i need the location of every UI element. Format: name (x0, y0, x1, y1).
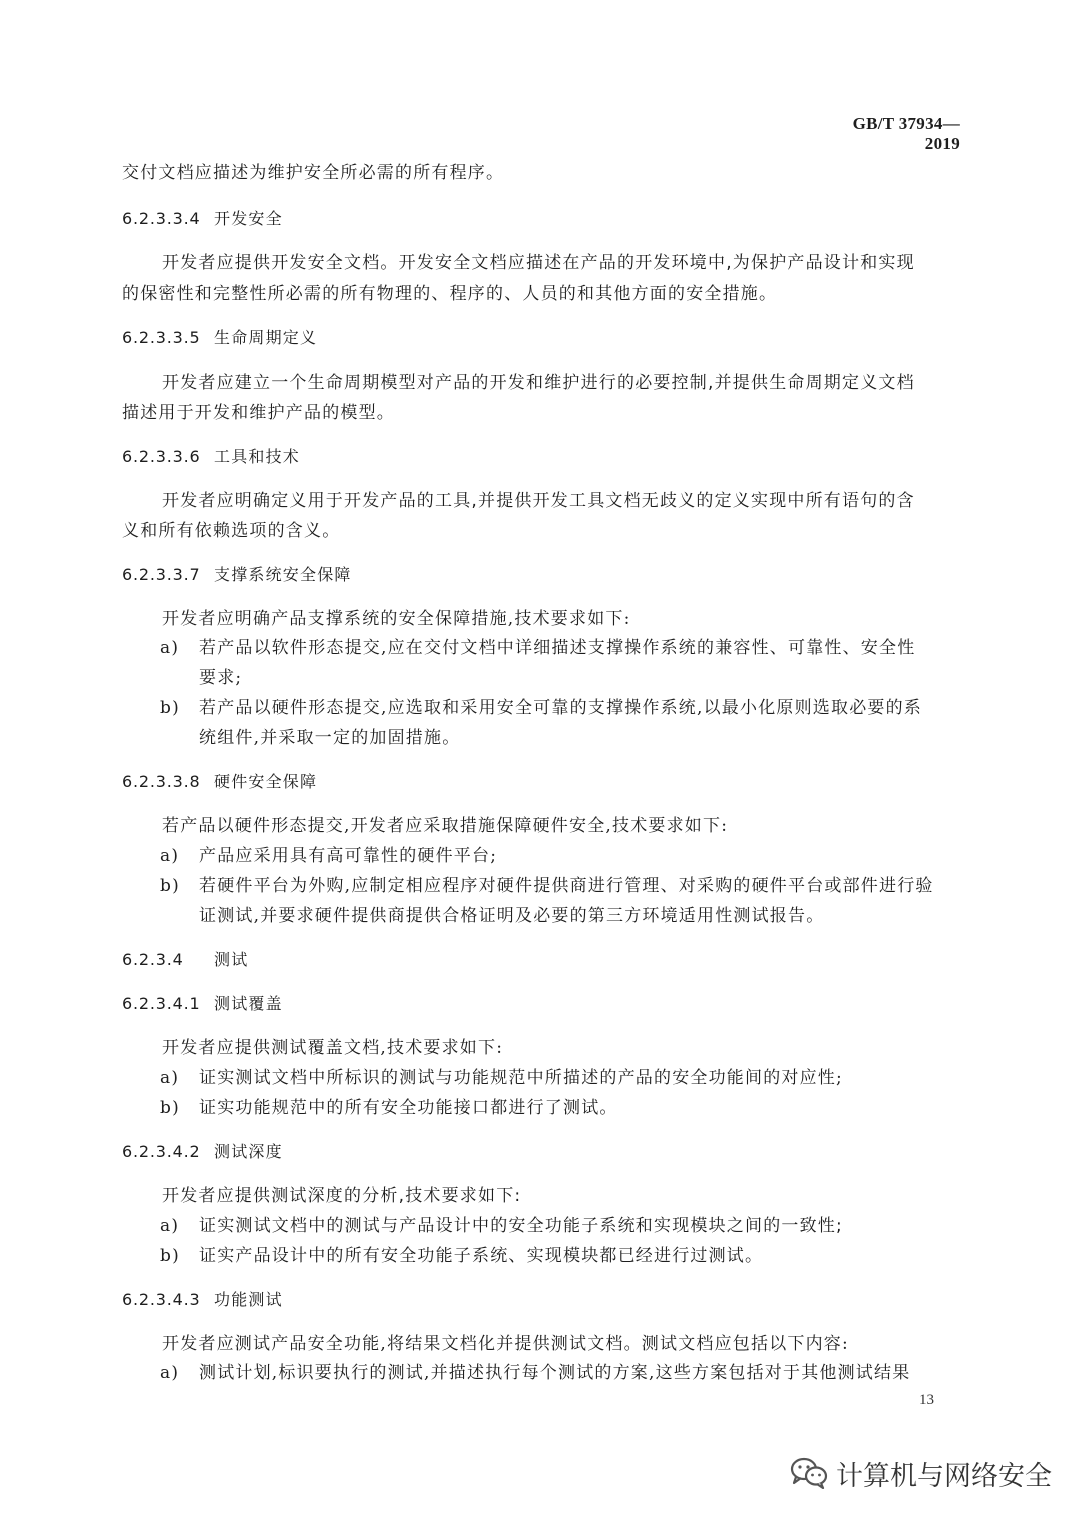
list-item-text: 若硬件平台为外购,应制定相应程序对硬件提供商进行管理、对采购的硬件平台或部件进行验 (199, 876, 934, 896)
section-heading (122, 771, 317, 793)
section-number: 6.2.3.4.3 (122, 1290, 201, 1309)
section-number: 6.2.3.3.5 (122, 328, 201, 347)
section-title: 生命周期定义 (214, 328, 318, 347)
list-marker: a) (160, 1363, 180, 1383)
section-number: 6.2.3.4.1 (122, 994, 201, 1013)
list-marker: b) (160, 698, 180, 718)
list-item-text: 若产品以软件形态提交,应在交付文档中详细描述支撑操作系统的兼容性、可靠性、安全性 (199, 638, 916, 658)
list-item-continuation: 证测试,并要求硬件提供商提供合格证明及必要的第三方环境适用性测试报告。 (199, 906, 825, 926)
section-title: 工具和技术 (214, 447, 301, 466)
paragraph-line: 开发者应提供测试深度的分析,技术要求如下: (162, 1186, 522, 1206)
list-item-text: 证实测试文档中所标识的测试与功能规范中所描述的产品的安全功能间的对应性; (199, 1068, 843, 1088)
section-title: 支撑系统安全保障 (214, 565, 352, 584)
section-number: 6.2.3.4.2 (122, 1142, 201, 1161)
list-item-text: 证实功能规范中的所有安全功能接口都进行了测试。 (199, 1098, 618, 1118)
section-title: 功能测试 (214, 1290, 283, 1309)
paragraph-line: 开发者应明确定义用于开发产品的工具,并提供开发工具文档无歧义的定义实现中所有语句的含 (162, 491, 915, 511)
section-heading (122, 446, 300, 468)
list-marker: b) (160, 1098, 180, 1118)
paragraph-line: 开发者应测试产品安全功能,将结果文档化并提供测试文档。测试文档应包括以下内容: (162, 1334, 849, 1354)
wechat-icon (790, 1457, 828, 1489)
section-number: 6.2.3.3.6 (122, 447, 201, 466)
section-heading (122, 564, 352, 586)
paragraph-line: 的保密性和完整性所必需的所有物理的、程序的、人员的和其他方面的安全措施。 (122, 284, 778, 304)
list-item-text: 产品应采用具有高可靠性的硬件平台; (199, 846, 498, 866)
section-number: 6.2.3.4 (122, 950, 184, 969)
section-number: 6.2.3.3.4 (122, 209, 201, 228)
paragraph-line: 若产品以硬件形态提交,开发者应采取措施保障硬件安全,技术要求如下: (162, 816, 729, 836)
list-marker: b) (160, 1246, 180, 1266)
paragraph-line: 开发者应提供测试覆盖文档,技术要求如下: (162, 1038, 504, 1058)
paragraph-line: 开发者应提供开发安全文档。开发安全文档应描述在产品的开发环境中,为保护产品设计和实现 (162, 253, 915, 273)
section-title: 测试 (214, 950, 249, 969)
section-title: 测试深度 (214, 1142, 283, 1161)
section-title: 测试覆盖 (214, 994, 283, 1013)
list-item-text: 若产品以硬件形态提交,应选取和采用安全可靠的支撑操作系统,以最小化原则选取必要的系 (199, 698, 923, 718)
list-marker: a) (160, 1068, 180, 1088)
list-item-text: 测试计划,标识要执行的测试,并描述执行每个测试的方案,这些方案包括对于其他测试结果 (199, 1363, 911, 1383)
list-marker: a) (160, 1216, 180, 1236)
paragraph-line: 开发者应建立一个生命周期模型对产品的开发和维护进行的必要控制,并提供生命周期定义文档 (162, 373, 915, 393)
section-number: 6.2.3.3.8 (122, 772, 201, 791)
paragraph-line: 描述用于开发和维护产品的模型。 (122, 403, 395, 423)
section-number: 6.2.3.3.7 (122, 565, 201, 584)
section-title: 开发安全 (214, 209, 283, 228)
list-marker: a) (160, 638, 180, 658)
section-heading (122, 1289, 283, 1311)
section-heading (122, 949, 248, 971)
section-heading (122, 993, 283, 1015)
list-item-continuation: 统组件,并采取一定的加固措施。 (199, 728, 461, 748)
section-title: 硬件安全保障 (214, 772, 318, 791)
paragraph-line: 义和所有依赖选项的含义。 (122, 521, 341, 541)
list-item-continuation: 要求; (199, 668, 243, 688)
section-heading (122, 327, 317, 349)
watermark (790, 1453, 1052, 1493)
section-heading (122, 208, 283, 230)
list-item-text: 证实测试文档中的测试与产品设计中的安全功能子系统和实现模块之间的一致性; (199, 1216, 843, 1236)
watermark-text: 计算机与网络安全 (836, 1460, 1052, 1492)
standard-number: GB/T 37934—2019 (852, 114, 960, 153)
page-number: 13 (919, 1392, 934, 1408)
list-marker: a) (160, 846, 180, 866)
list-item-text: 证实产品设计中的所有安全功能子系统、实现模块都已经进行过测试。 (199, 1246, 764, 1266)
paragraph-line: 开发者应明确产品支撑系统的安全保障措施,技术要求如下: (162, 609, 631, 629)
section-heading (122, 1141, 283, 1163)
paragraph-line: 交付文档应描述为维护安全所必需的所有程序。 (122, 163, 505, 183)
list-marker: b) (160, 876, 180, 896)
